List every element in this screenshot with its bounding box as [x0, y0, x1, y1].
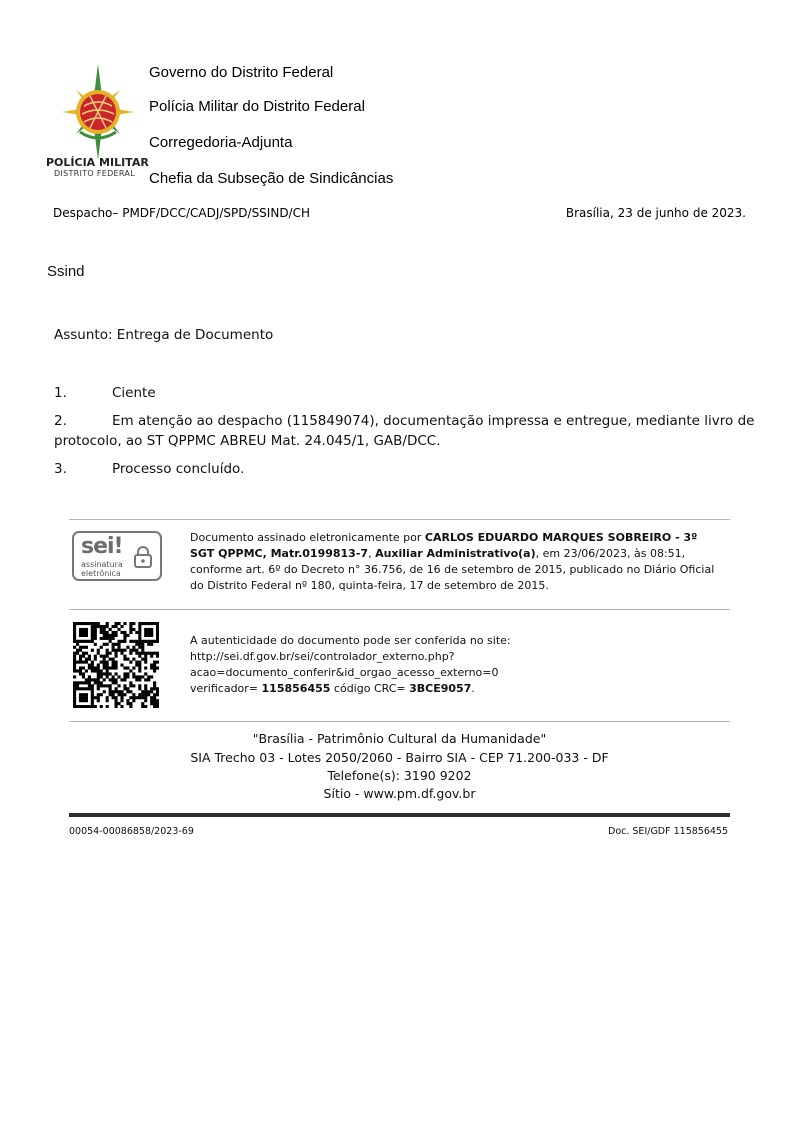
qr-code-icon — [73, 622, 159, 708]
sei-signature-badge — [72, 531, 162, 581]
sei-logo: sei! — [81, 534, 123, 559]
footer-address: SIA Trecho 03 - Lotes 2050/2060 - Bairro SIA - CEP 71.200-033 - DF — [190, 750, 609, 765]
item-3-number: 3. — [54, 461, 67, 477]
item-1-number: 1. — [54, 385, 67, 401]
item-1-text: Ciente — [112, 385, 156, 401]
footer-thick-rule — [69, 813, 730, 817]
item-2-number: 2. — [54, 413, 67, 429]
verificador-code: 115856455 — [261, 682, 331, 695]
verification-text: A autenticidade do documento pode ser conferida no site: http://sei.df.gov.br/sei/controlador_externo.php? acao=documento_conferir&id_orgao_acesso_externo=0 verificador= 115856455 código CRC= 3BCE9057. — [190, 633, 730, 697]
sei-doc-number: Doc. SEI/GDF 115856455 — [608, 826, 728, 837]
subject: Assunto: Entrega de Documento — [54, 327, 274, 343]
logo-subtitle: DISTRITO FEDERAL — [54, 169, 135, 178]
signature-text: Documento assinado eletronicamente por CARLOS EDUARDO MARQUES SOBREIRO - 3º SGT QPPMC, Matr.0199813-7, Auxiliar Administrativo(a), em 23/06/2023, às 08:51, conforme art. 6º do Decreto n° 36.756, de 16 de setembro de 2015, publicado no Diário Oficial do Distrito Federal nº 180, quinta-feira, 17 de setembro de 2015. — [190, 531, 715, 592]
document-reference: Despacho– PMDF/DCC/CADJ/SPD/SSIND/CH — [53, 206, 311, 220]
process-number: 00054-00086858/2023-69 — [69, 826, 194, 837]
header-government: Governo do Distrito Federal — [149, 64, 334, 81]
footer-phone: Telefone(s): 3190 9202 — [327, 768, 472, 783]
sei-sub-electronic: eletrônica — [81, 569, 121, 578]
pmdf-emblem-icon — [46, 62, 150, 162]
signer-name: CARLOS EDUARDO MARQUES SOBREIRO - 3º SGT QPPMC, Matr.0199813-7 — [190, 531, 698, 560]
sei-sub-signature: assinatura — [81, 560, 123, 569]
item-3-text: Processo concluído. — [112, 461, 245, 477]
crc-code: 3BCE9057 — [409, 682, 472, 695]
header-department: Corregedoria-Adjunta — [149, 134, 293, 151]
logo-title: POLÍCIA MILITAR — [46, 156, 149, 169]
verification-bottom-divider — [69, 721, 730, 722]
footer-site[interactable]: Sítio - www.pm.df.gov.br — [323, 786, 476, 801]
header-section: Chefia da Subseção de Sindicâncias — [149, 170, 394, 187]
verification-url[interactable]: http://sei.df.gov.br/sei/controlador_externo.php? — [190, 650, 455, 663]
item-2-text: Em atenção ao despacho (115849074), documentação impressa e entregue, mediante livro de — [112, 413, 755, 429]
pmdf-logo — [46, 62, 150, 182]
recipient: Ssind — [47, 263, 85, 280]
item-2-continuation: protocolo, ao ST QPPMC ABREU Mat. 24.045/1, GAB/DCC. — [54, 433, 441, 449]
signer-role: Auxiliar Administrativo(a) — [375, 547, 536, 560]
signature-top-divider — [69, 519, 730, 520]
footer-motto: "Brasília - Patrimônio Cultural da Humanidade" — [252, 731, 547, 746]
document-date: Brasília, 23 de junho de 2023. — [565, 206, 746, 220]
signature-middle-divider — [69, 609, 730, 610]
header-police: Polícia Militar do Distrito Federal — [149, 98, 365, 115]
lock-icon — [132, 545, 154, 569]
